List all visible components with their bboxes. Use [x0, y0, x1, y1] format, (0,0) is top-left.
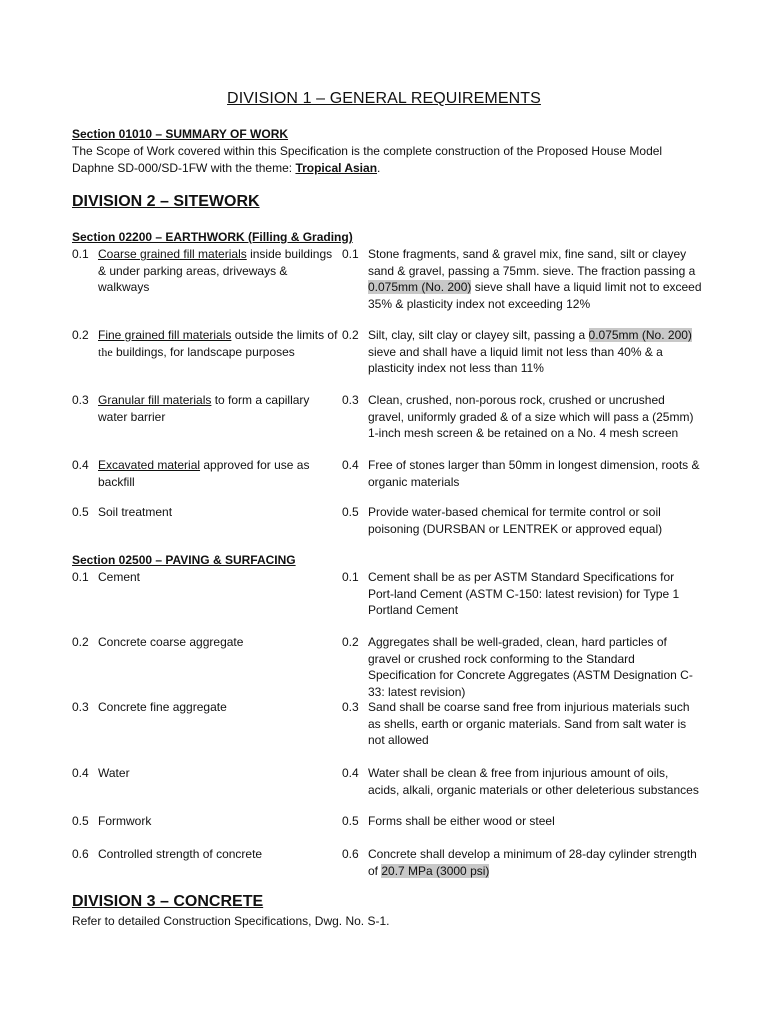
item-description: Concrete fine aggregate	[98, 700, 227, 714]
spec-number: 0.4	[342, 458, 359, 472]
page-title: DIVISION 1 – GENERAL REQUIREMENTS	[227, 90, 541, 107]
item-rest: outside the limits of	[231, 328, 338, 342]
spec-text-cont: sieve and shall have a liquid limit not less than 40% & a plasticity index not less than 11%	[368, 344, 663, 375]
item-description: Water	[98, 766, 130, 780]
item-rest: approved for use as backfill	[98, 458, 310, 489]
item-number: 0.1	[72, 570, 89, 584]
item-description	[98, 246, 338, 296]
spec-description: Water shall be clean & free from injurious amount of oils, acids, alkali, organic materials or other deleterious substances	[368, 766, 699, 797]
highlighted-value: 0.075mm (No. 200)	[588, 328, 692, 342]
item-number: 0.2	[72, 635, 89, 649]
scope-text: The Scope of Work covered within this Specification is the complete construction of the Proposed House Model Daphne SD-000/SD-1FW with the theme:	[72, 144, 663, 175]
item-term: Excavated material	[98, 458, 201, 472]
spec-text: Concrete shall develop a minimum of 28-day cylinder strength of	[368, 847, 697, 878]
division-3-heading: DIVISION 3 – CONCRETE	[72, 893, 264, 910]
item-description	[98, 457, 348, 490]
item-description: Concrete coarse aggregate	[98, 635, 244, 649]
section-02500-heading: Section 02500 – PAVING & SURFACING	[72, 553, 296, 567]
spec-description: Provide water-based chemical for termite control or soil poisoning (DURSBAN or LENTREK or approved equal)	[368, 505, 663, 536]
item-term: Fine grained fill materials	[98, 328, 232, 342]
item-number: 0.5	[72, 505, 89, 519]
spec-number: 0.2	[342, 328, 359, 342]
spec-text: Silt, clay, silt clay or clayey silt, passing a	[368, 328, 589, 342]
item-rest: to form a capillary water barrier	[98, 393, 310, 424]
division-3-text: Refer to detailed Construction Specifications, Dwg. No. S-1.	[72, 914, 390, 928]
spec-text-cont: sieve shall have a liquid limit not to exceed 35% & plasticity index not exceeding 12%	[368, 280, 702, 311]
item-rest-cont: buildings, for landscape purposes	[112, 344, 295, 359]
theme-name: Tropical Asian	[295, 160, 378, 175]
item-rest: inside buildings & under parking areas, driveways & walkways	[98, 247, 333, 294]
spec-description: Aggregates shall be well-graded, clean, hard particles of gravel or crushed rock conforming to the Standard Specification for Concrete Aggregates (ASTM Designation C-33: latest revision)	[368, 635, 693, 699]
item-rest-serif: the	[98, 344, 113, 359]
spec-text: Stone fragments, sand & gravel mix, fine sand, silt or clayey sand & gravel, passing a 75mm. sieve. The fraction passing a	[368, 247, 696, 278]
section-01010-heading: Section 01010 – SUMMARY OF WORK	[72, 127, 289, 141]
item-description: Controlled strength of concrete	[98, 847, 263, 861]
spec-number: 0.3	[342, 393, 359, 407]
item-number: 0.6	[72, 847, 89, 861]
highlighted-value: 0.075mm (No. 200)	[368, 280, 472, 294]
item-description	[98, 327, 338, 360]
item-number: 0.4	[72, 458, 89, 472]
scope-of-work-paragraph	[72, 143, 682, 176]
item-number: 0.2	[72, 328, 89, 342]
item-description: Formwork	[98, 814, 152, 828]
item-term: Coarse grained fill materials	[98, 247, 247, 261]
spec-description: Sand shall be coarse sand free from injurious materials such as shells, earth or organic materials. Sand from salt water is not allowed	[368, 700, 690, 747]
item-number: 0.4	[72, 766, 89, 780]
spec-number: 0.5	[342, 814, 359, 828]
item-description: Soil treatment	[98, 505, 173, 519]
spec-description: Cement shall be as per ASTM Standard Specifications for Port-land Cement (ASTM C-150: latest revision) for Type 1 Portland Cement	[368, 570, 680, 617]
spec-number: 0.1	[342, 570, 359, 584]
spec-description: Forms shall be either wood or steel	[368, 814, 555, 828]
scope-period: .	[377, 160, 381, 175]
spec-number: 0.6	[342, 847, 359, 861]
item-number: 0.3	[72, 700, 89, 714]
spec-description	[368, 846, 702, 879]
spec-description: Free of stones larger than 50mm in longest dimension, roots & organic materials	[368, 458, 700, 489]
section-02200-heading: Section 02200 – EARTHWORK (Filling & Grading)	[72, 230, 353, 244]
spec-number: 0.1	[342, 247, 359, 261]
item-description	[98, 392, 338, 425]
spec-number: 0.2	[342, 635, 359, 649]
highlighted-value: 20.7 MPa (3000 psi)	[381, 863, 490, 878]
item-term: Granular fill materials	[98, 393, 212, 407]
item-number: 0.5	[72, 814, 89, 828]
spec-description	[368, 327, 702, 377]
spec-number: 0.4	[342, 766, 359, 780]
item-number: 0.1	[72, 247, 89, 261]
item-number: 0.3	[72, 393, 89, 407]
spec-number: 0.5	[342, 505, 359, 519]
spec-number: 0.3	[342, 700, 359, 714]
spec-description: Clean, crushed, non-porous rock, crushed or uncrushed gravel, uniformly graded & of a size which will pass a (25mm) 1-inch mesh screen & be retained on a No. 4 mesh screen	[368, 393, 694, 440]
item-description: Cement	[98, 570, 141, 584]
division-2-heading: DIVISION 2 – SITEWORK	[72, 193, 260, 210]
spec-description	[368, 246, 702, 312]
